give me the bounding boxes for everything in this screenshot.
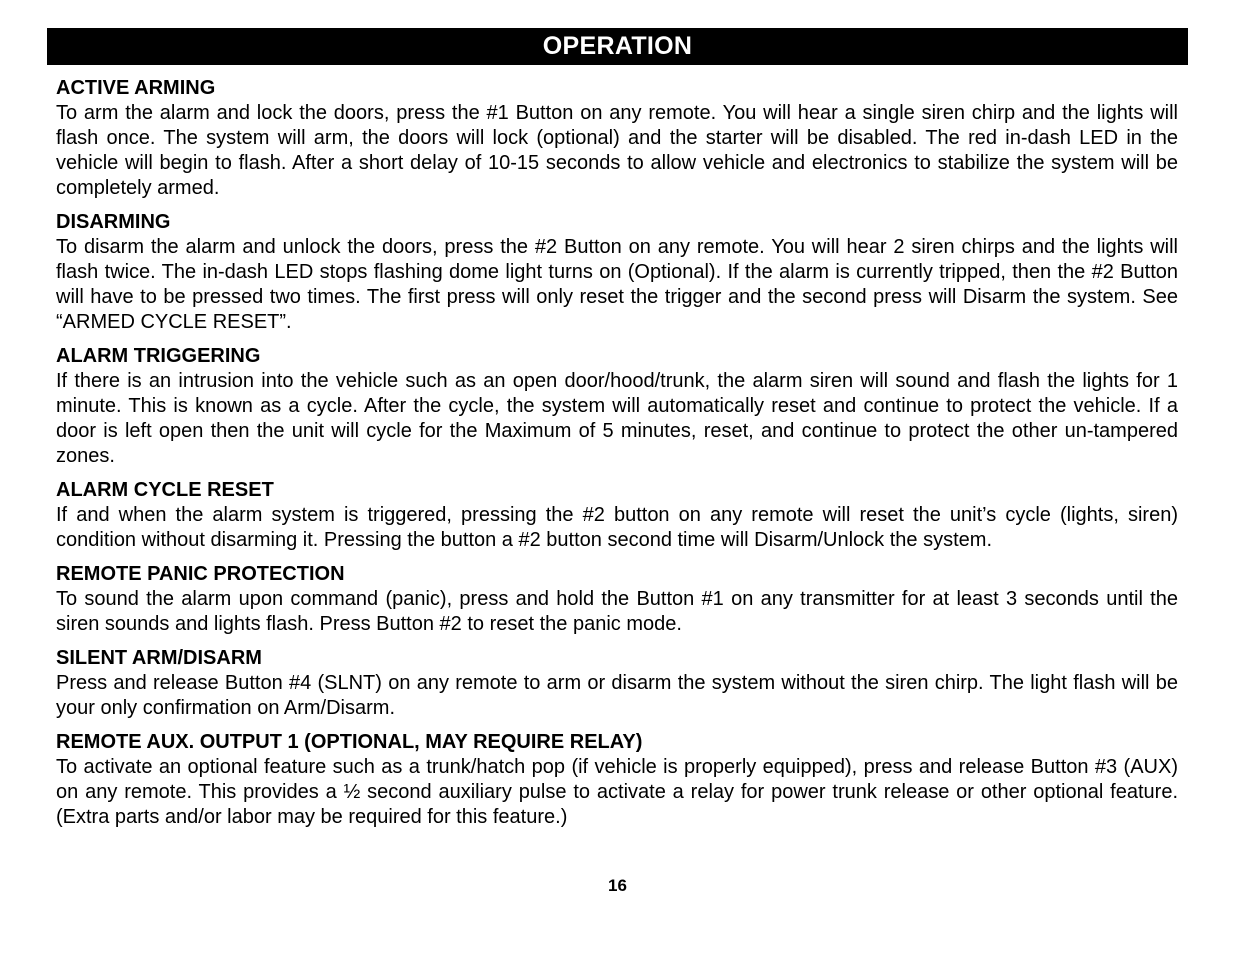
section-silent-arm-disarm bbox=[56, 646, 1178, 721]
section-body: Press and release Button #4 (SLNT) on any remote to arm or disarm the system without the siren chirp. The light flash will be your only confirmation on Arm/Disarm. bbox=[56, 672, 1178, 719]
section-alarm-cycle-reset bbox=[56, 478, 1178, 553]
section-heading: ALARM TRIGGERING bbox=[56, 345, 261, 367]
page-title: OPERATION bbox=[47, 28, 1188, 65]
section-alarm-triggering bbox=[56, 344, 1178, 469]
section-body: To arm the alarm and lock the doors, press the #1 Button on any remote. You will hear a single siren chirp and the lights will flash once. The system will arm, the doors will lock (optional) and the starter will be disabled. The red in-dash LED in the vehicle will begin to flash. After a short delay of 10-15 seconds to allow vehicle and electronics to stabilize the system will be completely armed. bbox=[56, 102, 1178, 199]
section-remote-aux-output bbox=[56, 730, 1178, 830]
section-body: To disarm the alarm and unlock the doors, press the #2 Button on any remote. You will hear 2 siren chirps and the lights will flash twice. The in-dash LED stops flashing dome light turns on (Optional). If the alarm is currently tripped, then the #2 Button will have to be pressed two times. The first press will only reset the trigger and the second press will Disarm the system. See “ARMED CYCLE RESET”. bbox=[56, 236, 1178, 333]
document-content bbox=[56, 76, 1178, 839]
page-number: 16 bbox=[608, 876, 627, 895]
section-disarming bbox=[56, 210, 1178, 335]
section-body: To activate an optional feature such as a trunk/hatch pop (if vehicle is properly equipped), press and release Button #3 (AUX) on any remote. This provides a ½ second auxiliary pulse to activate a relay for power trunk release or other optional feature. (Extra parts and/or labor may be required for this feature.) bbox=[56, 756, 1178, 828]
section-remote-panic-protection bbox=[56, 562, 1178, 637]
section-body: If and when the alarm system is triggered, pressing the #2 button on any remote will reset the unit’s cycle (lights, siren) condition without disarming it. Pressing the button a #2 button second time will Disarm/Unlock the system. bbox=[56, 504, 1178, 551]
section-heading: ACTIVE ARMING bbox=[56, 77, 216, 99]
section-active-arming bbox=[56, 76, 1178, 201]
section-body: If there is an intrusion into the vehicle such as an open door/hood/trunk, the alarm siren will sound and flash the lights for 1 minute. This is known as a cycle. After the cycle, the system will automatically reset and continue to protect the vehicle. If a door is left open then the unit will cycle for the Maximum of 5 minutes, reset, and continue to protect the other un-tampered zones. bbox=[56, 370, 1178, 467]
section-body: To sound the alarm upon command (panic), press and hold the Button #1 on any transmitter for at least 3 seconds until the siren sounds and lights flash. Press Button #2 to reset the panic mode. bbox=[56, 588, 1178, 635]
section-heading: ALARM CYCLE RESET bbox=[56, 479, 274, 501]
section-heading: DISARMING bbox=[56, 211, 171, 233]
section-heading: REMOTE AUX. OUTPUT 1 (OPTIONAL, MAY REQUIRE RELAY) bbox=[56, 731, 643, 753]
section-heading: REMOTE PANIC PROTECTION bbox=[56, 563, 345, 585]
section-heading: SILENT ARM/DISARM bbox=[56, 647, 262, 669]
